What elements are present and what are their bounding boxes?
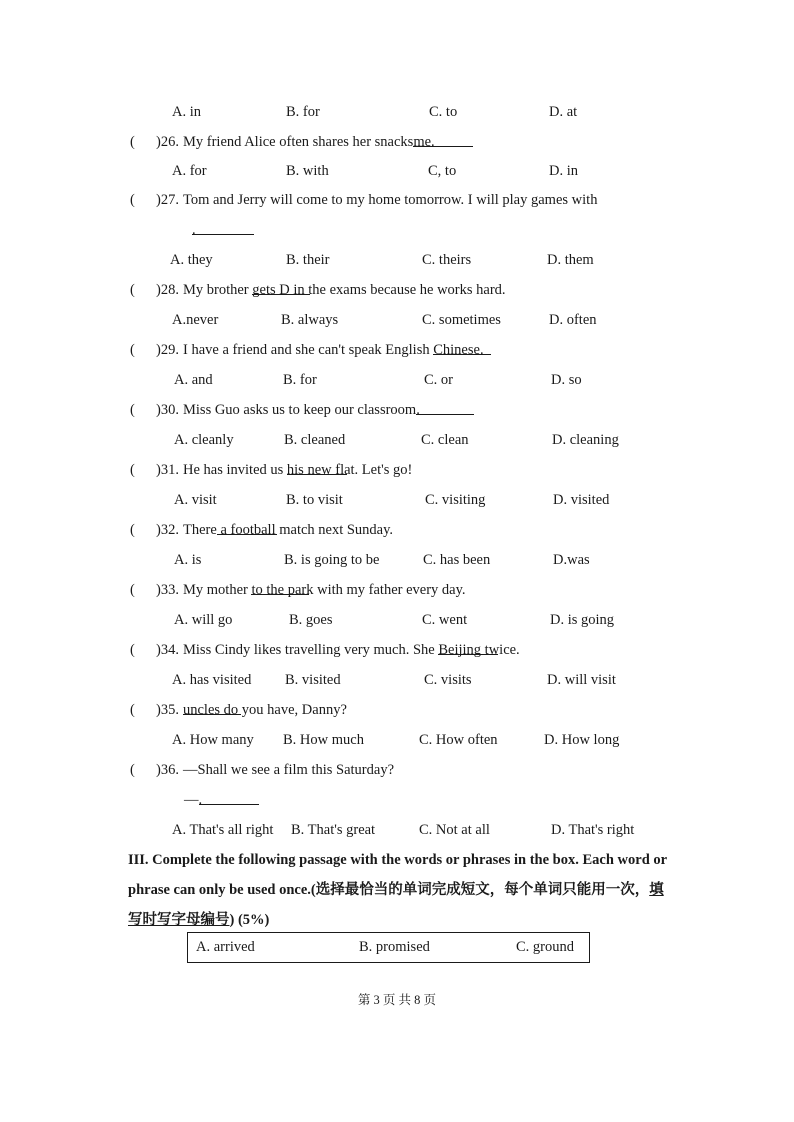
question-text-end: . [192,222,196,238]
question-number: )31. [156,462,179,478]
question-number: )36. [156,762,179,778]
question-text-end: gets D in the exams because he works hard. [252,282,506,298]
q29-options [0,372,794,394]
answer-paren[interactable]: ( [130,762,135,778]
question-text-end: uncles do you have, Danny? [183,702,347,718]
question-text-end: me. [413,134,435,150]
option-b: B. That's great [291,822,376,838]
answer-paren[interactable]: ( [130,342,135,358]
q33-options [0,612,794,634]
question-number: )35. [156,702,179,718]
question-text-end: a football match next Sunday. [220,522,394,538]
option-b: B. is going to be [284,552,380,568]
option-a: A. visit [174,492,217,508]
question-36-continued [0,792,794,814]
question-number: )29. [156,342,179,358]
option-c: C. visiting [425,492,486,508]
question-number: )30. [156,402,179,418]
option-b: B. always [281,312,339,328]
option-b: B. for [286,104,320,120]
q32-options [0,552,794,574]
option-c: C. went [422,612,468,628]
question-34 [0,642,794,664]
answer-blank[interactable] [438,642,498,655]
question-text: He has invited us [183,462,284,478]
option-d: D. will visit [547,672,616,688]
option-a: A.never [172,312,219,328]
section-3-title-cn-underlined: 填写时写字母编号 [128,882,664,928]
question-text: My brother [183,282,249,298]
question-text: Tom and Jerry will come to my home tomorrow. I will play games with [183,192,598,208]
question-number: )34. [156,642,179,658]
answer-blank[interactable] [183,702,241,715]
question-text: Miss Cindy likes travelling very much. She [183,642,435,658]
q26-options [0,163,794,185]
question-33 [0,582,794,604]
option-d: D. is going [550,612,615,628]
option-b: B. goes [289,612,333,628]
option-d: D. often [549,312,597,328]
q25-options [0,104,794,126]
q27-options [0,252,794,274]
question-text: My friend Alice often shares her snacks [183,134,414,150]
answer-blank[interactable] [287,462,347,475]
question-26 [0,134,794,156]
question-text: My mother [183,582,248,598]
answer-blank[interactable] [199,792,259,805]
question-35 [0,702,794,724]
option-d: D. them [547,252,594,268]
option-a: A. in [172,104,201,120]
question-text-end: his new flat. Let's go! [286,462,413,478]
question-text: There [183,522,217,538]
question-number: )26. [156,134,179,150]
option-b: B. cleaned [284,432,346,448]
option-b: B. visited [285,672,341,688]
question-number: )33. [156,582,179,598]
answer-paren[interactable]: ( [130,192,135,208]
answer-paren[interactable]: ( [130,582,135,598]
q31-options [0,492,794,514]
option-a: A. and [174,372,213,388]
option-b: B. their [286,252,330,268]
question-number: )28. [156,282,179,298]
q36-options [0,822,794,844]
word-option-c: C. ground [516,939,574,955]
option-d: D. That's right [551,822,635,838]
answer-paren[interactable]: ( [130,282,135,298]
option-a: A. they [170,252,213,268]
question-29 [0,342,794,364]
q28-options [0,312,794,334]
option-c: C. theirs [422,252,472,268]
option-b: B. for [283,372,317,388]
dialogue-dash: — [184,792,199,808]
section-3-heading [128,845,668,935]
answer-paren[interactable]: ( [130,134,135,150]
question-27-continued [0,222,794,244]
option-c: C. sometimes [422,312,501,328]
option-c: C. clean [421,432,469,448]
option-b: B. with [286,163,329,179]
answer-blank[interactable] [433,342,491,355]
answer-paren[interactable]: ( [130,642,135,658]
answer-blank[interactable] [416,402,474,415]
answer-blank[interactable] [413,134,473,147]
question-text-end: to the park with my father every day. [251,582,466,598]
option-c: C. Not at all [419,822,490,838]
question-31 [0,462,794,484]
option-b: B. to visit [286,492,343,508]
option-a: A. is [174,552,202,568]
page-footer: 第 3 页 共 8 页 [357,993,437,1007]
answer-paren[interactable]: ( [130,702,135,718]
question-text: —Shall we see a film this Saturday? [183,762,395,778]
q35-options [0,732,794,754]
section-3-title-cn: (选择最恰当的单词完成短文，每个单词只能用一次， [310,882,650,898]
section-3-title-en: III. Complete the following passage with the words or phrases in the box. Each word or phrase can only be used once. [128,852,667,898]
question-text-end: Chinese. [433,342,484,358]
option-c: C, to [428,163,457,179]
option-a: A. That's all right [172,822,274,838]
option-b: B. How much [283,732,364,748]
answer-paren[interactable]: ( [130,522,135,538]
option-d: D. in [549,163,578,179]
question-text: I have a friend and she can't speak English [183,342,430,358]
option-c: C. or [424,372,453,388]
q34-options [0,672,794,694]
option-c: C. has been [423,552,491,568]
option-c: C. to [429,104,458,120]
option-d: D. so [551,372,582,388]
question-36 [0,762,794,784]
question-text: Miss Guo asks us to keep our classroom [183,402,417,418]
word-box [187,932,590,963]
question-text-end: Beijing twice. [438,642,520,658]
word-option-a: A. arrived [196,939,255,955]
question-text-end: . [198,792,203,808]
answer-blank[interactable] [192,222,254,235]
option-d: D. cleaning [552,432,619,448]
question-30 [0,402,794,424]
answer-paren[interactable]: ( [130,402,135,418]
answer-blank[interactable] [252,282,310,295]
option-c: C. visits [424,672,472,688]
option-a: A. How many [172,732,254,748]
question-number: )32. [156,522,179,538]
question-32 [0,522,794,544]
answer-blank[interactable] [251,582,309,595]
option-d: D. visited [553,492,610,508]
option-d: D. How long [544,732,620,748]
option-a: A. will go [174,612,233,628]
q30-options [0,432,794,454]
word-option-b: B. promised [359,939,430,955]
section-3-title-cn-end: ) (5%) [229,912,270,928]
option-a: A. cleanly [174,432,234,448]
option-d: D. at [549,104,578,120]
option-d: D.was [553,552,590,568]
option-a: A. for [172,163,207,179]
answer-blank[interactable] [217,522,277,535]
option-c: C. How often [419,732,498,748]
question-number: )27. [156,192,179,208]
question-28 [0,282,794,304]
option-a: A. has visited [172,672,252,688]
question-27 [0,192,794,214]
question-text-end: . [416,402,420,418]
answer-paren[interactable]: ( [130,462,135,478]
